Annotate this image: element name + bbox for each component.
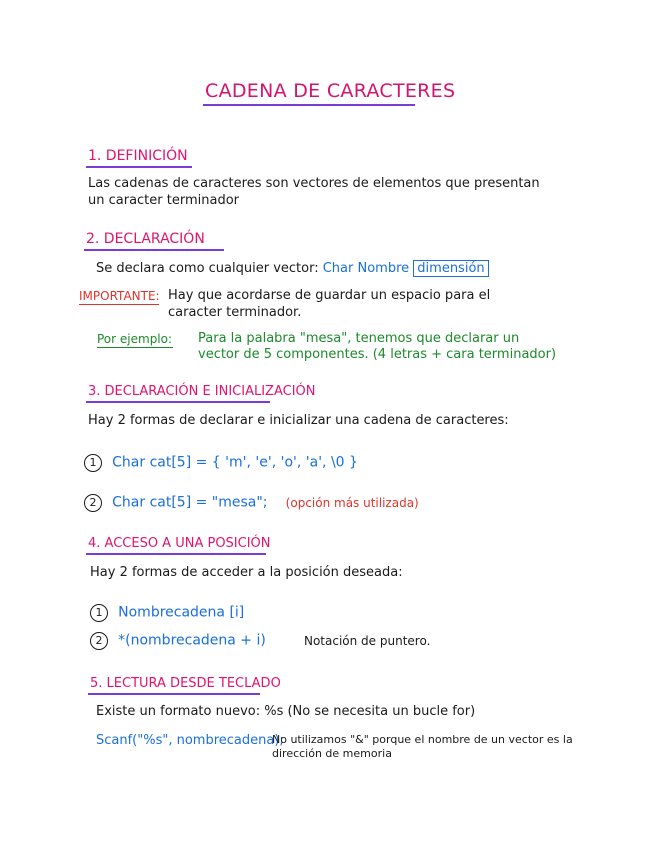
option-1-number: 1: [90, 604, 108, 622]
option-2-number: 2: [84, 494, 102, 512]
scanf-code: Scanf("%s", nombrecadena);: [96, 733, 284, 748]
section-4-option-1: [90, 604, 244, 622]
example-underline: [97, 347, 173, 348]
important-line-2: caracter terminador.: [168, 305, 302, 320]
important-underline: [79, 304, 159, 305]
section-5-line-1: Existe un formato nuevo: %s (No se necesita un bucle for): [96, 704, 476, 719]
declare-text: [96, 261, 489, 276]
section-4-option-2: [90, 632, 430, 650]
access-option-2-note: Notación de puntero.: [303, 633, 431, 648]
section-2-heading: 2. DECLARACIÓN: [86, 231, 205, 247]
important-line-1: Hay que acordarse de guardar un espacio para el: [168, 288, 491, 303]
section-3-underline: [86, 401, 270, 403]
section-3-option-2: [84, 494, 419, 512]
declare-dimension-box: dimensión: [413, 260, 488, 277]
example-line-1: Para la palabra "mesa", tenemos que declarar un: [198, 331, 520, 346]
option-2-note: (opción más utilizada): [285, 495, 419, 510]
access-option-1-code: Nombrecadena [i]: [118, 604, 245, 621]
declare-description: Se declara como cualquier vector:: [96, 261, 319, 276]
option-2-number: 2: [90, 632, 108, 650]
section-4-intro: Hay 2 formas de acceder a la posición deseada:: [90, 565, 403, 580]
option-1-number: 1: [84, 454, 102, 472]
section-1-line-2: un caracter terminador: [88, 193, 239, 208]
scanf-note-line-2: dirección de memoria: [272, 747, 392, 760]
example-line-2: vector de 5 componentes. (4 letras + cara terminador): [198, 347, 557, 362]
access-option-2-code: *(nombrecadena + i): [118, 632, 266, 649]
section-3-option-1: [84, 454, 358, 472]
section-5-heading: 5. LECTURA DESDE TECLADO: [90, 676, 281, 691]
section-5-underline: [88, 693, 260, 695]
section-1-underline: [86, 166, 192, 168]
scanf-note-line-1: No utilizamos "&" porque el nombre de un vector es la: [272, 733, 573, 746]
title-underline: [203, 104, 415, 106]
section-1-heading: 1. DEFINICIÓN: [88, 148, 188, 164]
example-label: Por ejemplo:: [97, 332, 173, 346]
option-1-code: Char cat[5] = { 'm', 'e', 'o', 'a', \0 }: [112, 454, 358, 471]
section-4-underline: [86, 553, 266, 555]
section-2-underline: [84, 249, 224, 251]
section-4-heading: 4. ACCESO A UNA POSICIÓN: [88, 536, 271, 551]
section-3-intro: Hay 2 formas de declarar e inicializar una cadena de caracteres:: [88, 413, 509, 428]
section-1-line-1: Las cadenas de caracteres son vectores de elementos que presentan: [88, 176, 540, 191]
option-2-code: Char cat[5] = "mesa";: [112, 494, 268, 511]
section-3-heading: 3. DECLARACIÓN E INICIALIZACIÓN: [88, 384, 316, 399]
important-label: IMPORTANTE:: [79, 289, 160, 303]
page-title: CADENA DE CARACTERES: [205, 80, 456, 102]
declare-code: Char Nombre: [322, 261, 410, 276]
